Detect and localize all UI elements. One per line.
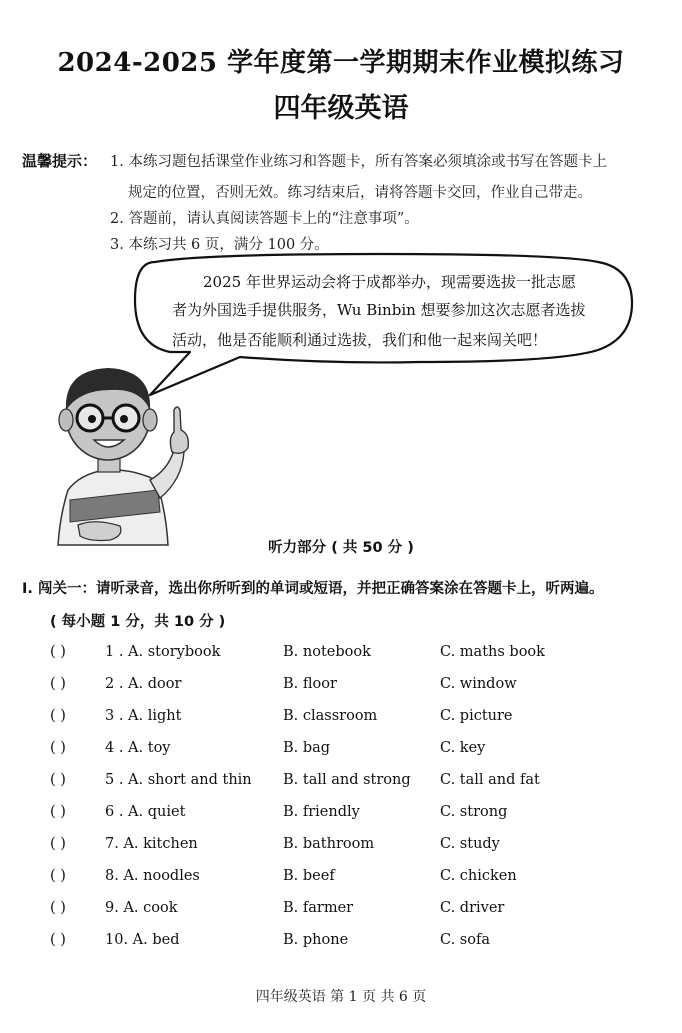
part-one-instruction: Ⅰ. 闯关一：请听录音，选出你所听到的单词或短语，并把正确答案涂在答题卡上，听两遍。 [22, 581, 604, 597]
option-b: B. phone [283, 932, 349, 948]
bubble-line-3: 活动，他是否能顺利通过选拔，我们和他一起来闯关吧！ [172, 331, 548, 349]
answer-blank[interactable]: ( ) [50, 868, 66, 884]
answer-blank[interactable]: ( ) [50, 644, 66, 660]
option-c: C. picture [440, 708, 513, 724]
option-a: 7. A. kitchen [105, 836, 198, 852]
option-c: C. key [440, 740, 486, 756]
option-c: C. strong [440, 804, 508, 820]
bubble-line-1: 2025 年世界运动会将于成都举办，现需要选拔一批志愿 [203, 273, 576, 291]
option-b: B. friendly [283, 804, 360, 820]
notice-line-2: 2. 答题前，请认真阅读答题卡上的“注意事项”。 [110, 211, 419, 227]
listening-section-title: 听力部分 ( 共 50 分 ) [268, 540, 414, 556]
option-b: B. beef [283, 868, 335, 884]
answer-blank[interactable]: ( ) [50, 772, 66, 788]
question-row [0, 772, 682, 796]
question-row [0, 740, 682, 764]
question-row [0, 644, 682, 668]
option-b: B. farmer [283, 900, 354, 916]
option-b: B. bathroom [283, 836, 375, 852]
option-a: 6 . A. quiet [105, 804, 186, 820]
exam-subtitle: 四年级英语 [273, 93, 409, 124]
option-a: 10. A. bed [105, 932, 180, 948]
option-c: C. chicken [440, 868, 517, 884]
notice-line-1a: 1. 本练习题包括课堂作业练习和答题卡，所有答案必须填涂或书写在答题卡上 [110, 154, 607, 170]
answer-blank[interactable]: ( ) [50, 900, 66, 916]
option-a: 4 . A. toy [105, 740, 171, 756]
answer-blank[interactable]: ( ) [50, 804, 66, 820]
option-c: C. study [440, 836, 500, 852]
part-one-score: ( 每小题 1 分，共 10 分 ) [50, 614, 226, 630]
notice-line-1b: 规定的位置，否则无效。练习结束后，请将答题卡交回，作业自己带走。 [128, 185, 592, 201]
option-a: 1 . A. storybook [105, 644, 221, 660]
option-a: 9. A. cook [105, 900, 178, 916]
option-a: 2 . A. door [105, 676, 182, 692]
question-row [0, 836, 682, 860]
option-b: B. classroom [283, 708, 378, 724]
exam-title: 2024-2025 学年度第一学期期末作业模拟练习 [57, 48, 625, 78]
boy-illustration [50, 340, 200, 550]
option-c: C. driver [440, 900, 505, 916]
answer-blank[interactable]: ( ) [50, 932, 66, 948]
option-a: 3 . A. light [105, 708, 182, 724]
question-row [0, 708, 682, 732]
option-b: B. bag [283, 740, 331, 756]
option-c: C. sofa [440, 932, 490, 948]
option-a: 5 . A. short and thin [105, 772, 252, 788]
notice-label: 温馨提示： [22, 152, 98, 170]
bubble-line-2: 者为外国选手提供服务，Wu Binbin 想要参加这次志愿者选拔 [172, 301, 586, 319]
question-row [0, 900, 682, 924]
option-b: B. floor [283, 676, 337, 692]
question-row [0, 676, 682, 700]
answer-blank[interactable]: ( ) [50, 836, 66, 852]
question-row [0, 932, 682, 956]
option-c: C. tall and fat [440, 772, 540, 788]
option-b: B. tall and strong [283, 772, 411, 788]
question-row [0, 868, 682, 892]
page-footer: 四年级英语 第 1 页 共 6 页 [255, 989, 427, 1005]
answer-blank[interactable]: ( ) [50, 708, 66, 724]
answer-blank[interactable]: ( ) [50, 676, 66, 692]
option-a: 8. A. noodles [105, 868, 200, 884]
option-c: C. maths book [440, 644, 545, 660]
question-row [0, 804, 682, 828]
option-c: C. window [440, 676, 517, 692]
option-b: B. notebook [283, 644, 371, 660]
notice-line-3: 3. 本练习共 6 页，满分 100 分。 [110, 237, 329, 253]
answer-blank[interactable]: ( ) [50, 740, 66, 756]
